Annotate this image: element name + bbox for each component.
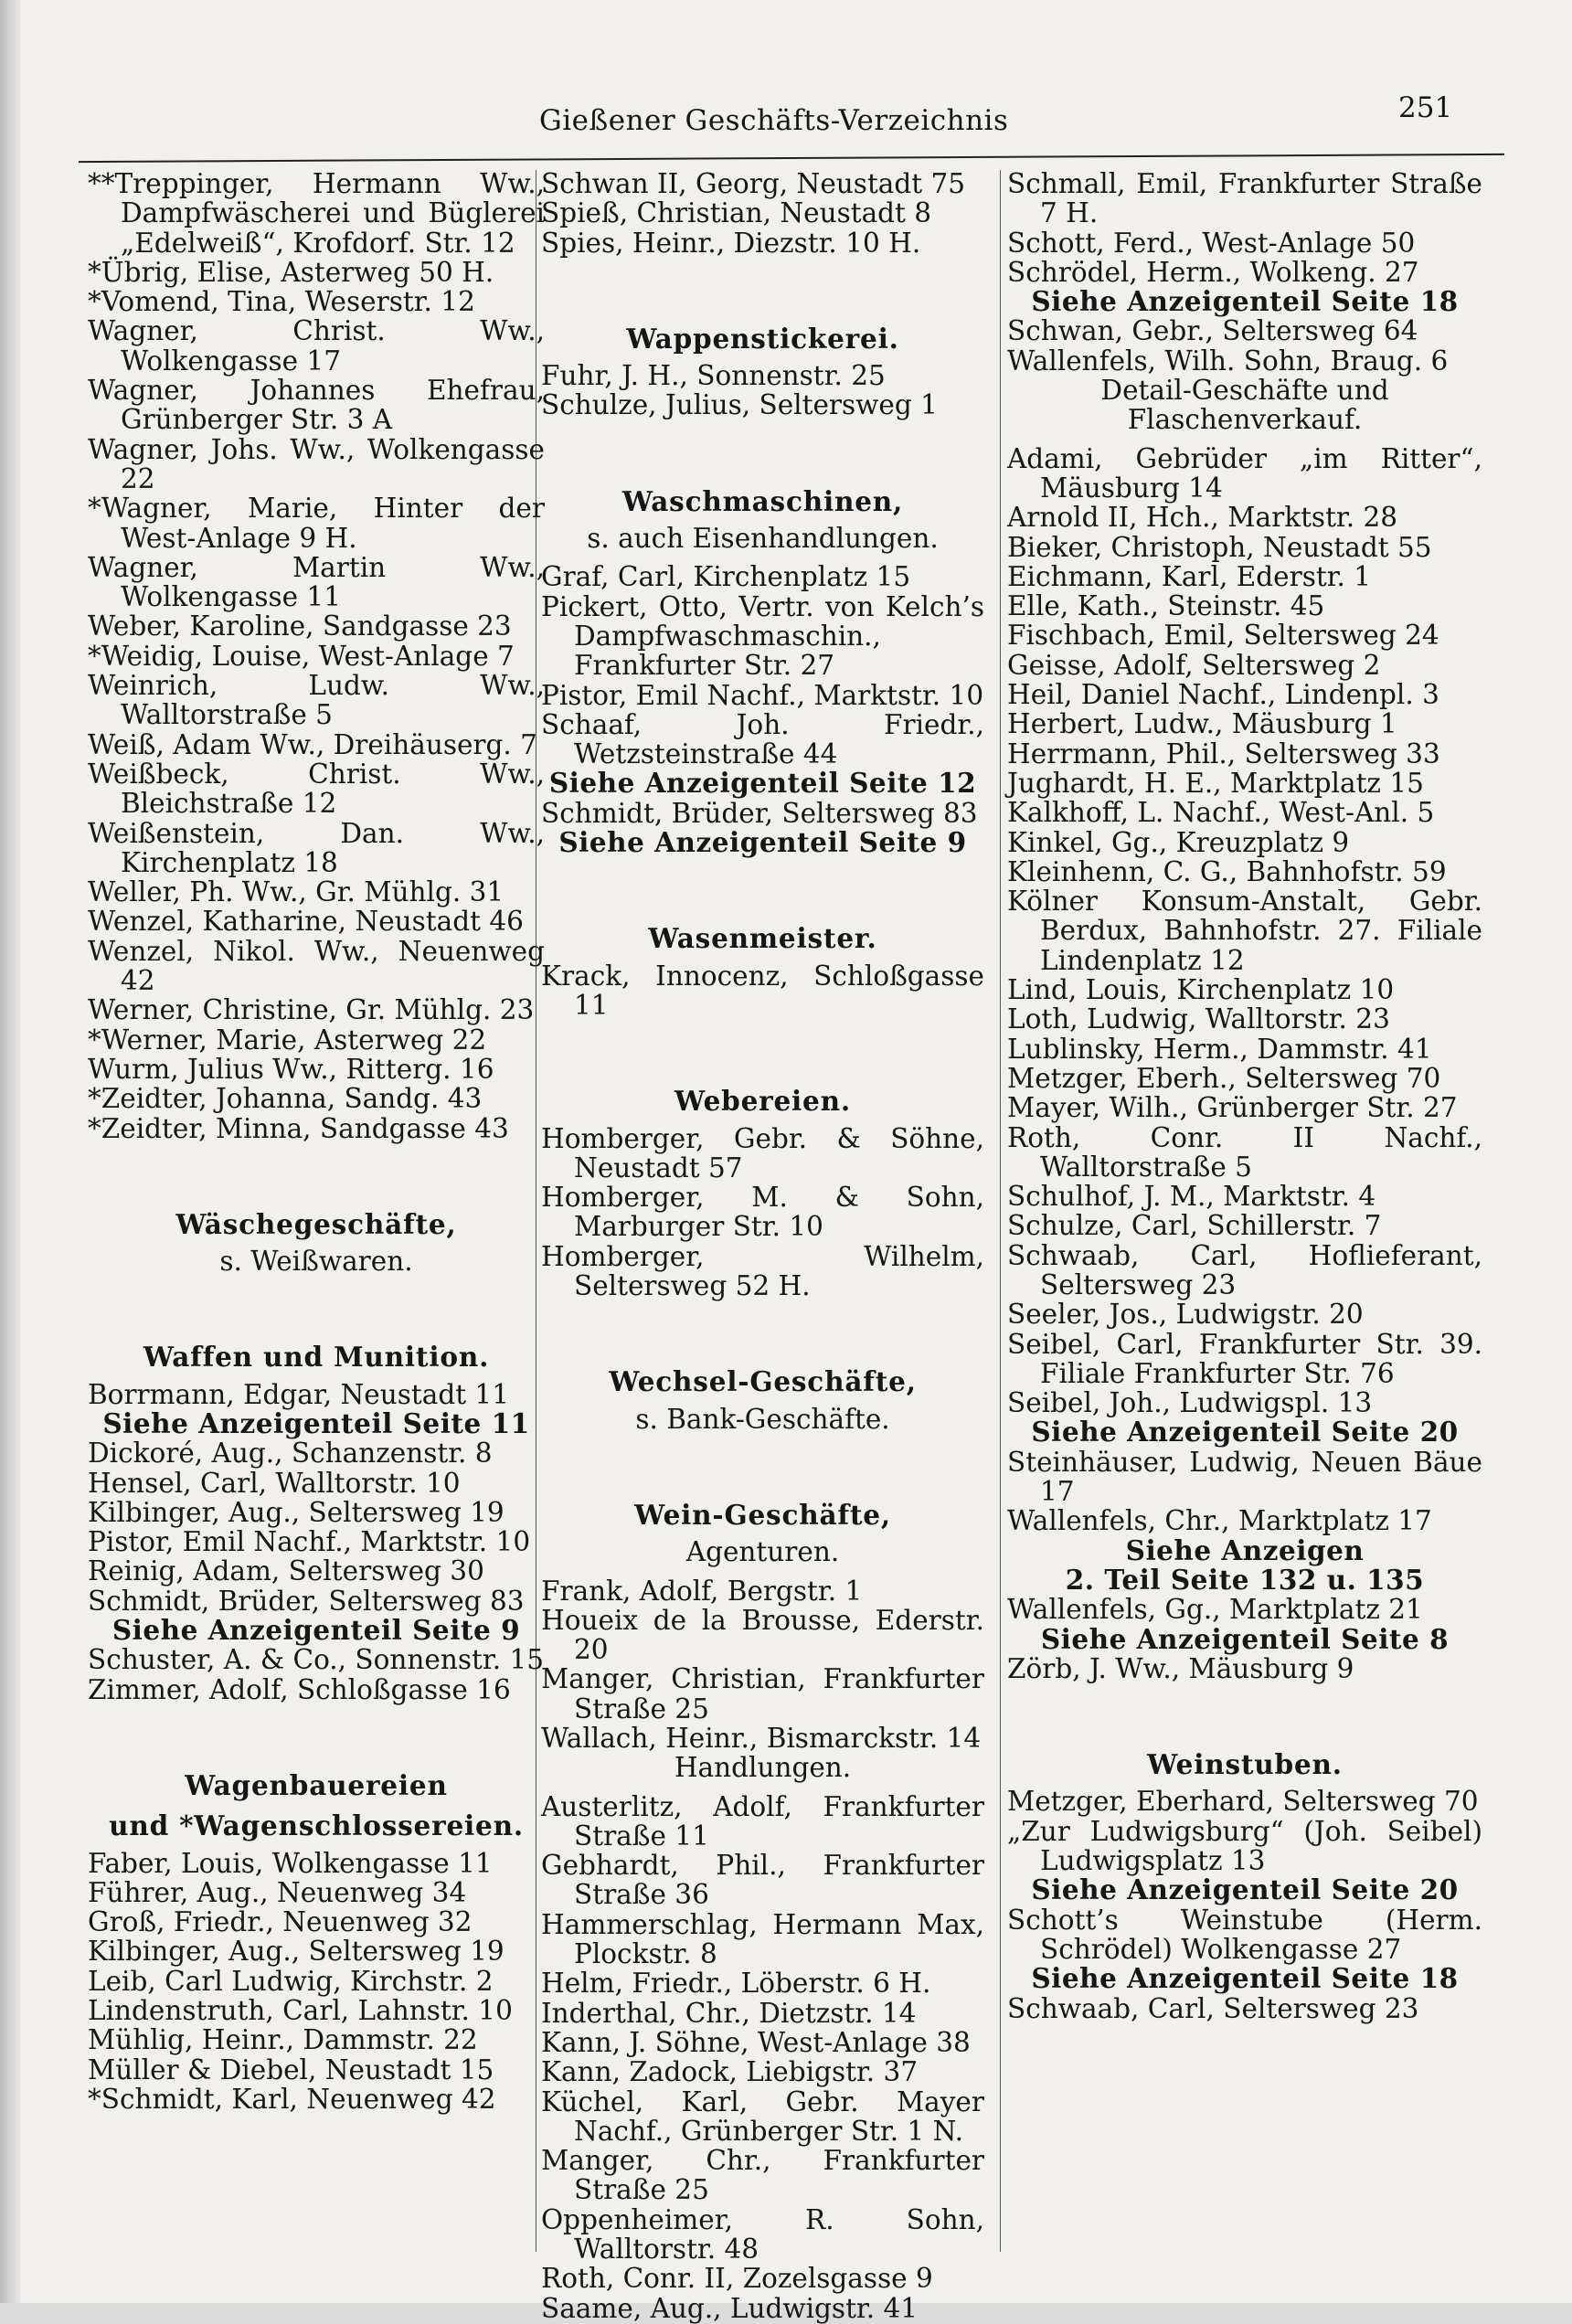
directory-entry: Frank, Adolf, Bergstr. 1 bbox=[541, 1575, 863, 1607]
directory-entry: Adami, Gebrüder „im Ritter“, Mäusburg 14 bbox=[1007, 442, 1482, 504]
section-note: Agenturen. bbox=[685, 1536, 840, 1568]
directory-entry: Saame, Aug., Ludwigstr. 41 bbox=[541, 2292, 919, 2324]
ad-reference: Siehe Anzeigenteil Seite 11 bbox=[102, 1406, 530, 1439]
directory-entry: Roth, Conr. II Nachf., Walltorstraße 5 bbox=[1007, 1121, 1482, 1183]
ad-reference: Siehe Anzeigenteil Seite 12 bbox=[548, 767, 977, 800]
directory-entry: Schwan, Gebr., Seltersweg 64 bbox=[1007, 315, 1418, 347]
directory-entry: Wallenfels, Gg., Marktplatz 21 bbox=[1007, 1594, 1423, 1626]
directory-entry: Mayer, Wilh., Grünberger Str. 27 bbox=[1007, 1092, 1458, 1124]
section-heading: Wechsel-Geschäfte, bbox=[609, 1365, 917, 1398]
directory-entry: Wagner, Johannes Ehefrau, Grünberger Str. 3 A bbox=[88, 375, 545, 436]
directory-entry: Kann, Zadock, Liebigstr. 37 bbox=[541, 2056, 919, 2088]
directory-entry: Loth, Ludwig, Walltorstr. 23 bbox=[1007, 1003, 1390, 1035]
directory-entry: Lublinsky, Herm., Dammstr. 41 bbox=[1007, 1033, 1432, 1065]
section-heading: Wasenmeister. bbox=[648, 922, 877, 955]
directory-entry: Wenzel, Nikol. Ww., Neuenweg 42 bbox=[88, 935, 545, 997]
directory-entry: Führer, Aug., Neuenweg 34 bbox=[88, 1876, 467, 1908]
directory-entry: Jughardt, H. E., Marktplatz 15 bbox=[1007, 767, 1424, 799]
directory-entry: Dickoré, Aug., Schanzenstr. 8 bbox=[88, 1438, 493, 1470]
directory-entry: Metzger, Eberh., Seltersweg 70 bbox=[1007, 1062, 1441, 1094]
directory-entry: Pickert, Otto, Vertr. von Kelch’s Dampfwaschmaschin., Frankfurter Str. 27 bbox=[541, 590, 984, 682]
directory-entry: *Vomend, Tina, Weserstr. 12 bbox=[88, 286, 475, 318]
directory-entry: Spies, Heinr., Diezstr. 10 H. bbox=[541, 227, 921, 259]
directory-entry: Homberger, Gebr. & Söhne, Neustadt 57 bbox=[541, 1122, 984, 1183]
directory-entry: Kinkel, Gg., Kreuzplatz 9 bbox=[1007, 826, 1350, 858]
directory-entry: Herbert, Ludw., Mäusburg 1 bbox=[1007, 708, 1397, 740]
directory-entry: Bieker, Christoph, Neustadt 55 bbox=[1007, 531, 1432, 563]
column-right bbox=[1007, 169, 1482, 2023]
directory-entry: Weinrich, Ludw. Ww., Walltorstraße 5 bbox=[88, 670, 545, 731]
section-note: s. Bank-Geschäfte. bbox=[635, 1403, 890, 1435]
directory-entry: Wagner, Martin Ww., Wolkengasse 11 bbox=[88, 551, 545, 613]
ad-reference: Siehe Anzeigenteil Seite 9 bbox=[558, 826, 967, 859]
directory-entry: Schaaf, Joh. Friedr., Wetzsteinstraße 44 bbox=[541, 708, 984, 770]
directory-entry: Schrödel, Herm., Wolkeng. 27 bbox=[1007, 256, 1419, 288]
spacer bbox=[541, 1047, 984, 1060]
directory-entry: Wagner, Johs. Ww., Wolkengasse 22 bbox=[88, 433, 545, 494]
directory-entry: Weller, Ph. Ww., Gr. Mühlg. 31 bbox=[88, 876, 505, 908]
directory-entry: Schmidt, Brüder, Seltersweg 83 bbox=[541, 797, 978, 829]
section-heading: Wäschegeschäfte, bbox=[175, 1207, 457, 1240]
ad-reference: 2. Teil Seite 132 u. 135 bbox=[1065, 1563, 1425, 1596]
directory-entry: „Zur Ludwigsburg“ (Joh. Seibel) Ludwigsplatz 13 bbox=[1007, 1815, 1482, 1877]
directory-entry: Leib, Carl Ludwig, Kirchstr. 2 bbox=[88, 1965, 494, 1997]
directory-entry: Schulhof, J. M., Marktstr. 4 bbox=[1007, 1181, 1376, 1213]
ad-reference: Siehe Anzeigenteil Seite 9 bbox=[112, 1614, 521, 1647]
directory-entry: Hammerschlag, Hermann Max, Plockstr. 8 bbox=[541, 1908, 984, 1970]
directory-entry: Hensel, Carl, Walltorstr. 10 bbox=[88, 1467, 461, 1499]
directory-entry: Pistor, Emil Nachf., Marktstr. 10 bbox=[541, 679, 984, 711]
ad-reference: Siehe Anzeigenteil Seite 8 bbox=[1040, 1622, 1450, 1655]
directory-entry: Homberger, M. & Sohn, Marburger Str. 10 bbox=[541, 1182, 984, 1243]
spacer bbox=[541, 447, 984, 460]
directory-entry: Manger, Chr., Frankfurter Straße 25 bbox=[541, 2145, 984, 2206]
directory-entry: *Übrig, Elise, Asterweg 50 H. bbox=[88, 256, 494, 288]
directory-entry: Schuster, A. & Co., Sonnenstr. 15 bbox=[88, 1644, 545, 1676]
directory-entry: Kann, J. Söhne, West-Anlage 38 bbox=[541, 2026, 971, 2058]
directory-entry: Kilbinger, Aug., Seltersweg 19 bbox=[88, 1936, 505, 1968]
directory-entry: **Treppinger, Hermann Ww., Dampfwäscherei und Büglerei „Edelweiß“, Krofdorf. Str. 12 bbox=[88, 168, 545, 259]
directory-entry: *Weidig, Louise, West-Anlage 7 bbox=[88, 640, 515, 672]
directory-entry: Kleinhenn, C. G., Bahnhofstr. 59 bbox=[1007, 855, 1447, 887]
directory-entry: Wallenfels, Wilh. Sohn, Braug. 6 bbox=[1007, 345, 1449, 377]
directory-entry: Gebhardt, Phil., Frankfurter Straße 36 bbox=[541, 1850, 984, 1911]
directory-entry: Krack, Innocenz, Schloßgasse 11 bbox=[541, 960, 984, 1021]
directory-entry: Lindenstruth, Carl, Lahnstr. 10 bbox=[88, 1995, 513, 2027]
directory-entry: Pistor, Emil Nachf., Marktstr. 10 bbox=[88, 1526, 531, 1558]
directory-entry: Schmall, Emil, Frankfurter Straße 7 H. bbox=[1007, 168, 1482, 229]
directory-entry: Faber, Louis, Wolkengasse 11 bbox=[88, 1847, 493, 1879]
ad-reference: Siehe Anzeigen bbox=[1125, 1533, 1365, 1566]
directory-entry: Seeler, Jos., Ludwigstr. 20 bbox=[1007, 1299, 1364, 1331]
page-number: 251 bbox=[1398, 91, 1453, 124]
directory-entry: *Wagner, Marie, Hinter der West-Anlage 9 H. bbox=[88, 493, 545, 554]
directory-entry: Wallenfels, Chr., Marktplatz 17 bbox=[1007, 1505, 1432, 1537]
directory-entry: Schott, Ferd., West-Anlage 50 bbox=[1007, 227, 1416, 259]
directory-entry: Zörb, J. Ww., Mäusburg 9 bbox=[1007, 1652, 1354, 1684]
directory-entry: Fischbach, Emil, Seltersweg 24 bbox=[1007, 620, 1439, 652]
directory-entry: Metzger, Eberhard, Seltersweg 70 bbox=[1007, 1786, 1479, 1818]
directory-entry: Eichmann, Karl, Ederstr. 1 bbox=[1007, 560, 1372, 592]
directory-entry: Müller & Diebel, Neustadt 15 bbox=[88, 2053, 494, 2085]
directory-entry: Elle, Kath., Steinstr. 45 bbox=[1007, 590, 1325, 622]
directory-entry: Seibel, Joh., Ludwigspl. 13 bbox=[1007, 1387, 1373, 1419]
section-heading: Weinstuben. bbox=[1147, 1748, 1343, 1781]
spacer bbox=[541, 885, 984, 897]
directory-entry: Lind, Louis, Kirchenplatz 10 bbox=[1007, 974, 1395, 1006]
directory-entry: *Schmidt, Karl, Neuenweg 42 bbox=[88, 2083, 496, 2115]
spacer bbox=[541, 284, 984, 297]
directory-entry: Geisse, Adolf, Seltersweg 2 bbox=[1007, 649, 1381, 681]
section-note: s. auch Eisenhandlungen. bbox=[587, 523, 939, 555]
directory-entry: Houeix de la Brousse, Ederstr. 20 bbox=[541, 1604, 984, 1666]
directory-entry: Weißbeck, Christ. Ww., Bleichstraße 12 bbox=[88, 758, 545, 820]
spacer bbox=[88, 1303, 545, 1316]
section-heading: Wein-Geschäfte, bbox=[634, 1498, 891, 1531]
section-heading: Webereien. bbox=[674, 1085, 851, 1118]
directory-entry: Wallach, Heinr., Bismarckstr. 14 bbox=[541, 1722, 982, 1754]
directory-entry: Schwaab, Carl, Hoflieferant, Seltersweg 23 bbox=[1007, 1239, 1482, 1300]
directory-entry: Zimmer, Adolf, Schloßgasse 16 bbox=[88, 1673, 511, 1705]
spacer bbox=[541, 1460, 984, 1473]
directory-entry: Seibel, Carl, Frankfurter Str. 39. Filiale Frankfurter Str. 76 bbox=[1007, 1328, 1482, 1389]
column-left bbox=[88, 169, 545, 2114]
directory-entry: Schott’s Weinstube (Herm. Schrödel) Wolkengasse 27 bbox=[1007, 1904, 1482, 1965]
directory-entry: Arnold II, Hch., Marktstr. 28 bbox=[1007, 502, 1398, 534]
spacer bbox=[88, 1731, 545, 1744]
directory-entry: Schwan II, Georg, Neustadt 75 bbox=[541, 168, 966, 199]
running-title: Gießener Geschäfts-Verzeichnis bbox=[539, 104, 1009, 137]
directory-entry: *Zeidter, Minna, Sandgasse 43 bbox=[88, 1112, 509, 1144]
directory-entry: Reinig, Adam, Seltersweg 30 bbox=[88, 1555, 484, 1587]
directory-entry: Weiß, Adam Ww., Dreihäuserg. 7 bbox=[88, 728, 537, 760]
directory-entry: Borrmann, Edgar, Neustadt 11 bbox=[88, 1378, 509, 1410]
directory-entry: Spieß, Christian, Neustadt 8 bbox=[541, 197, 932, 229]
section-note: Handlungen. bbox=[674, 1752, 852, 1784]
directory-entry: Oppenheimer, R. Sohn, Walltorstr. 48 bbox=[541, 2203, 984, 2266]
book-gutter bbox=[0, 0, 20, 2303]
directory-entry: Wenzel, Katharine, Neustadt 46 bbox=[88, 906, 524, 938]
directory-entry: Kilbinger, Aug., Seltersweg 19 bbox=[88, 1496, 505, 1528]
directory-entry: Kölner Konsum-Anstalt, Gebr. Berdux, Bahnhofstr. 27. Filiale Lindenplatz 12 bbox=[1007, 886, 1482, 976]
directory-entry: Mühlig, Heinr., Dammstr. 22 bbox=[88, 2024, 478, 2056]
ad-reference: Siehe Anzeigenteil Seite 18 bbox=[1031, 1962, 1459, 1995]
directory-entry: *Werner, Marie, Asterweg 22 bbox=[88, 1024, 487, 1056]
section-heading: Waffen und Munition. bbox=[143, 1341, 490, 1374]
header-rule bbox=[79, 154, 1504, 163]
spacer bbox=[541, 1328, 984, 1341]
directory-entry: Werner, Christine, Gr. Mühlg. 23 bbox=[88, 994, 535, 1026]
directory-entry: Schulze, Carl, Schillerstr. 7 bbox=[1007, 1210, 1382, 1242]
section-note: s. Weißwaren. bbox=[219, 1246, 413, 1278]
directory-entry: Heil, Daniel Nachf., Lindenpl. 3 bbox=[1007, 679, 1439, 711]
directory-entry: Herrmann, Phil., Seltersweg 33 bbox=[1007, 738, 1440, 769]
page-header bbox=[0, 84, 1572, 148]
directory-entry: Wurm, Julius Ww., Ritterg. 16 bbox=[88, 1053, 494, 1085]
column-divider bbox=[1000, 170, 1001, 2252]
directory-entry: Kalkhoff, L. Nachf., West-Anl. 5 bbox=[1007, 797, 1435, 829]
directory-entry: Steinhäuser, Ludwig, Neuen Bäue 17 bbox=[1007, 1446, 1482, 1508]
directory-entry: Helm, Friedr., Löberstr. 6 H. bbox=[541, 1968, 931, 2000]
directory-entry: Groß, Friedr., Neuenweg 32 bbox=[88, 1906, 473, 1938]
spacer bbox=[1007, 1711, 1482, 1724]
directory-entry: Schulze, Julius, Seltersweg 1 bbox=[541, 389, 938, 421]
section-heading: und *Wagenschlossereien. bbox=[109, 1809, 524, 1842]
spacer bbox=[88, 1170, 545, 1183]
directory-entry: Schmidt, Brüder, Seltersweg 83 bbox=[88, 1585, 525, 1617]
section-heading: Wappenstickerei. bbox=[626, 322, 899, 355]
directory-entry: Graf, Carl, Kirchenplatz 15 bbox=[541, 561, 911, 593]
directory-entry: Küchel, Karl, Gebr. Mayer Nachf., Grünberger Str. 1 N. bbox=[541, 2085, 984, 2147]
section-note: Detail-Geschäfte und Flaschenverkauf. bbox=[1100, 375, 1389, 436]
directory-entry: Fuhr, J. H., Sonnenstr. 25 bbox=[541, 360, 886, 392]
ad-reference: Siehe Anzeigenteil Seite 20 bbox=[1031, 1873, 1459, 1906]
ad-reference: Siehe Anzeigenteil Seite 18 bbox=[1031, 285, 1459, 318]
column-middle bbox=[541, 169, 984, 2323]
ad-reference: Siehe Anzeigenteil Seite 20 bbox=[1031, 1416, 1459, 1449]
directory-entry: Wagner, Christ. Ww., Wolkengasse 17 bbox=[88, 315, 545, 377]
directory-entry: Inderthal, Chr., Dietzstr. 14 bbox=[541, 1997, 917, 2029]
directory-entry: Austerlitz, Adolf, Frankfurter Straße 11 bbox=[541, 1790, 984, 1852]
directory-entry: *Zeidter, Johanna, Sandg. 43 bbox=[88, 1083, 483, 1115]
section-heading: Waschmaschinen, bbox=[621, 484, 904, 517]
directory-entry: Manger, Christian, Frankfurter Straße 25 bbox=[541, 1663, 984, 1724]
directory-entry: Schwaab, Carl, Seltersweg 23 bbox=[1007, 1992, 1419, 2024]
directory-entry: Roth, Conr. II, Zozelsgasse 9 bbox=[541, 2263, 933, 2295]
section-heading: Wagenbauereien bbox=[185, 1768, 448, 1801]
directory-entry: Homberger, Wilhelm, Seltersweg 52 H. bbox=[541, 1240, 984, 1302]
directory-entry: Weißenstein, Dan. Ww., Kirchenplatz 18 bbox=[88, 817, 545, 878]
directory-entry: Weber, Karoline, Sandgasse 23 bbox=[88, 610, 512, 642]
